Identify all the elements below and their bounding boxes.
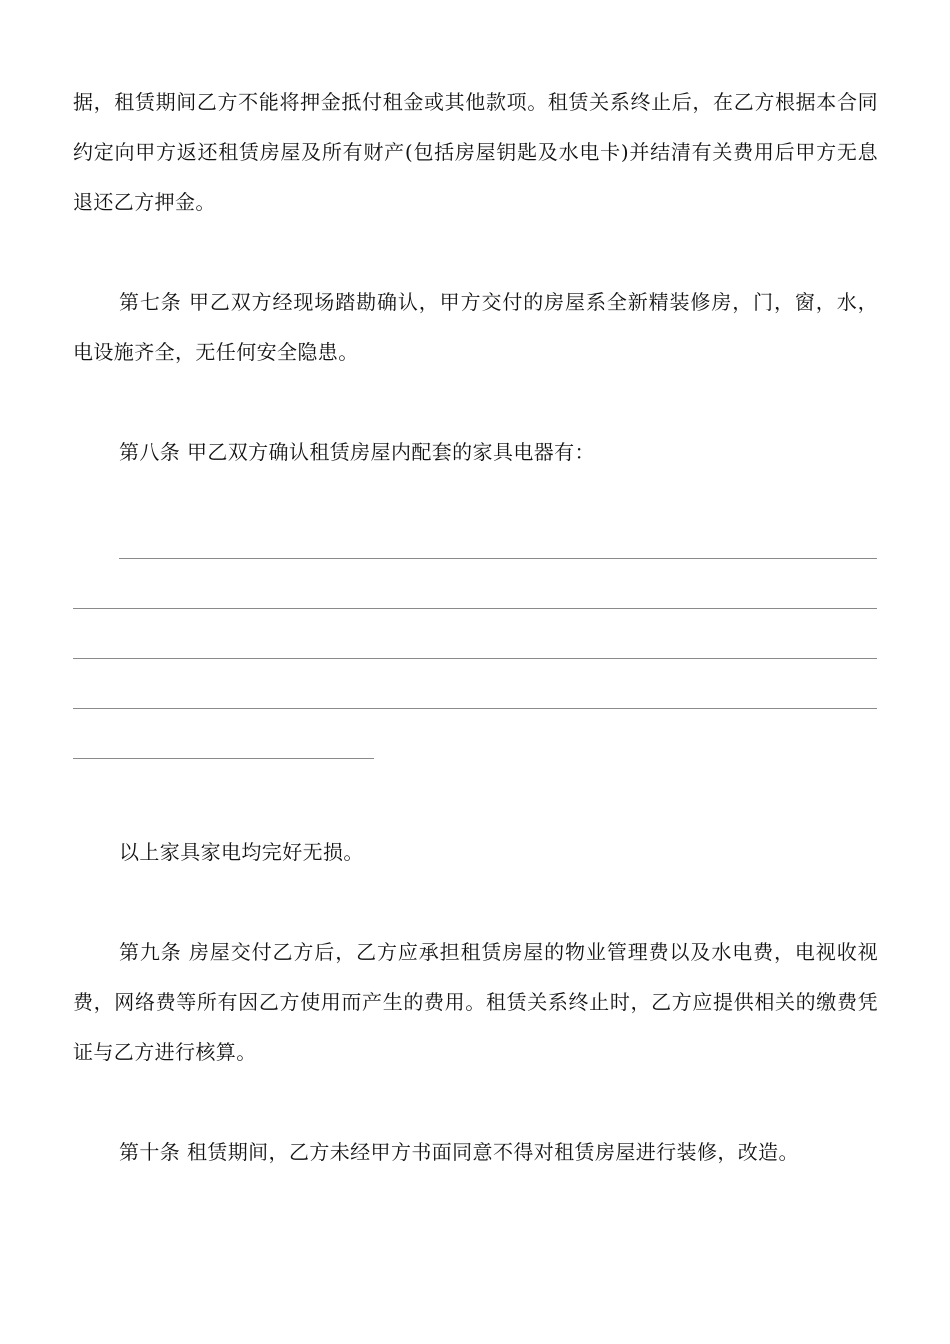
paragraph-deposit-return: 据，租赁期间乙方不能将押金抵付租金或其他款项。租赁关系终止后，在乙方根据本合同约定向甲方返还租赁房屋及所有财产(包括房屋钥匙及水电卡)并结清有关费用后甲方无息退还乙方押金。 (73, 90, 878, 214)
article-8-paragraph: 第八条 甲乙双方确认租赁房屋内配套的家具电器有： (119, 440, 595, 464)
blank-line (73, 708, 877, 709)
blank-line (73, 758, 374, 759)
article-10-paragraph: 第十条 租赁期间，乙方未经甲方书面同意不得对租赁房屋进行装修，改造。 (119, 1140, 799, 1164)
article-7-paragraph: 第七条 甲乙双方经现场踏勘确认，甲方交付的房屋系全新精装修房，门，窗，水，电设施齐全，无任何安全隐患。 (73, 290, 878, 364)
blank-line (73, 658, 877, 659)
blank-line (73, 608, 877, 609)
furniture-condition-paragraph: 以上家具家电均完好无损。 (119, 840, 364, 864)
blank-line (119, 558, 877, 559)
article-9-paragraph: 第九条 房屋交付乙方后，乙方应承担租赁房屋的物业管理费以及水电费，电视收视费，网络费等所有因乙方使用而产生的费用。租赁关系终止时，乙方应提供相关的缴费凭证与乙方进行核算。 (73, 940, 878, 1064)
